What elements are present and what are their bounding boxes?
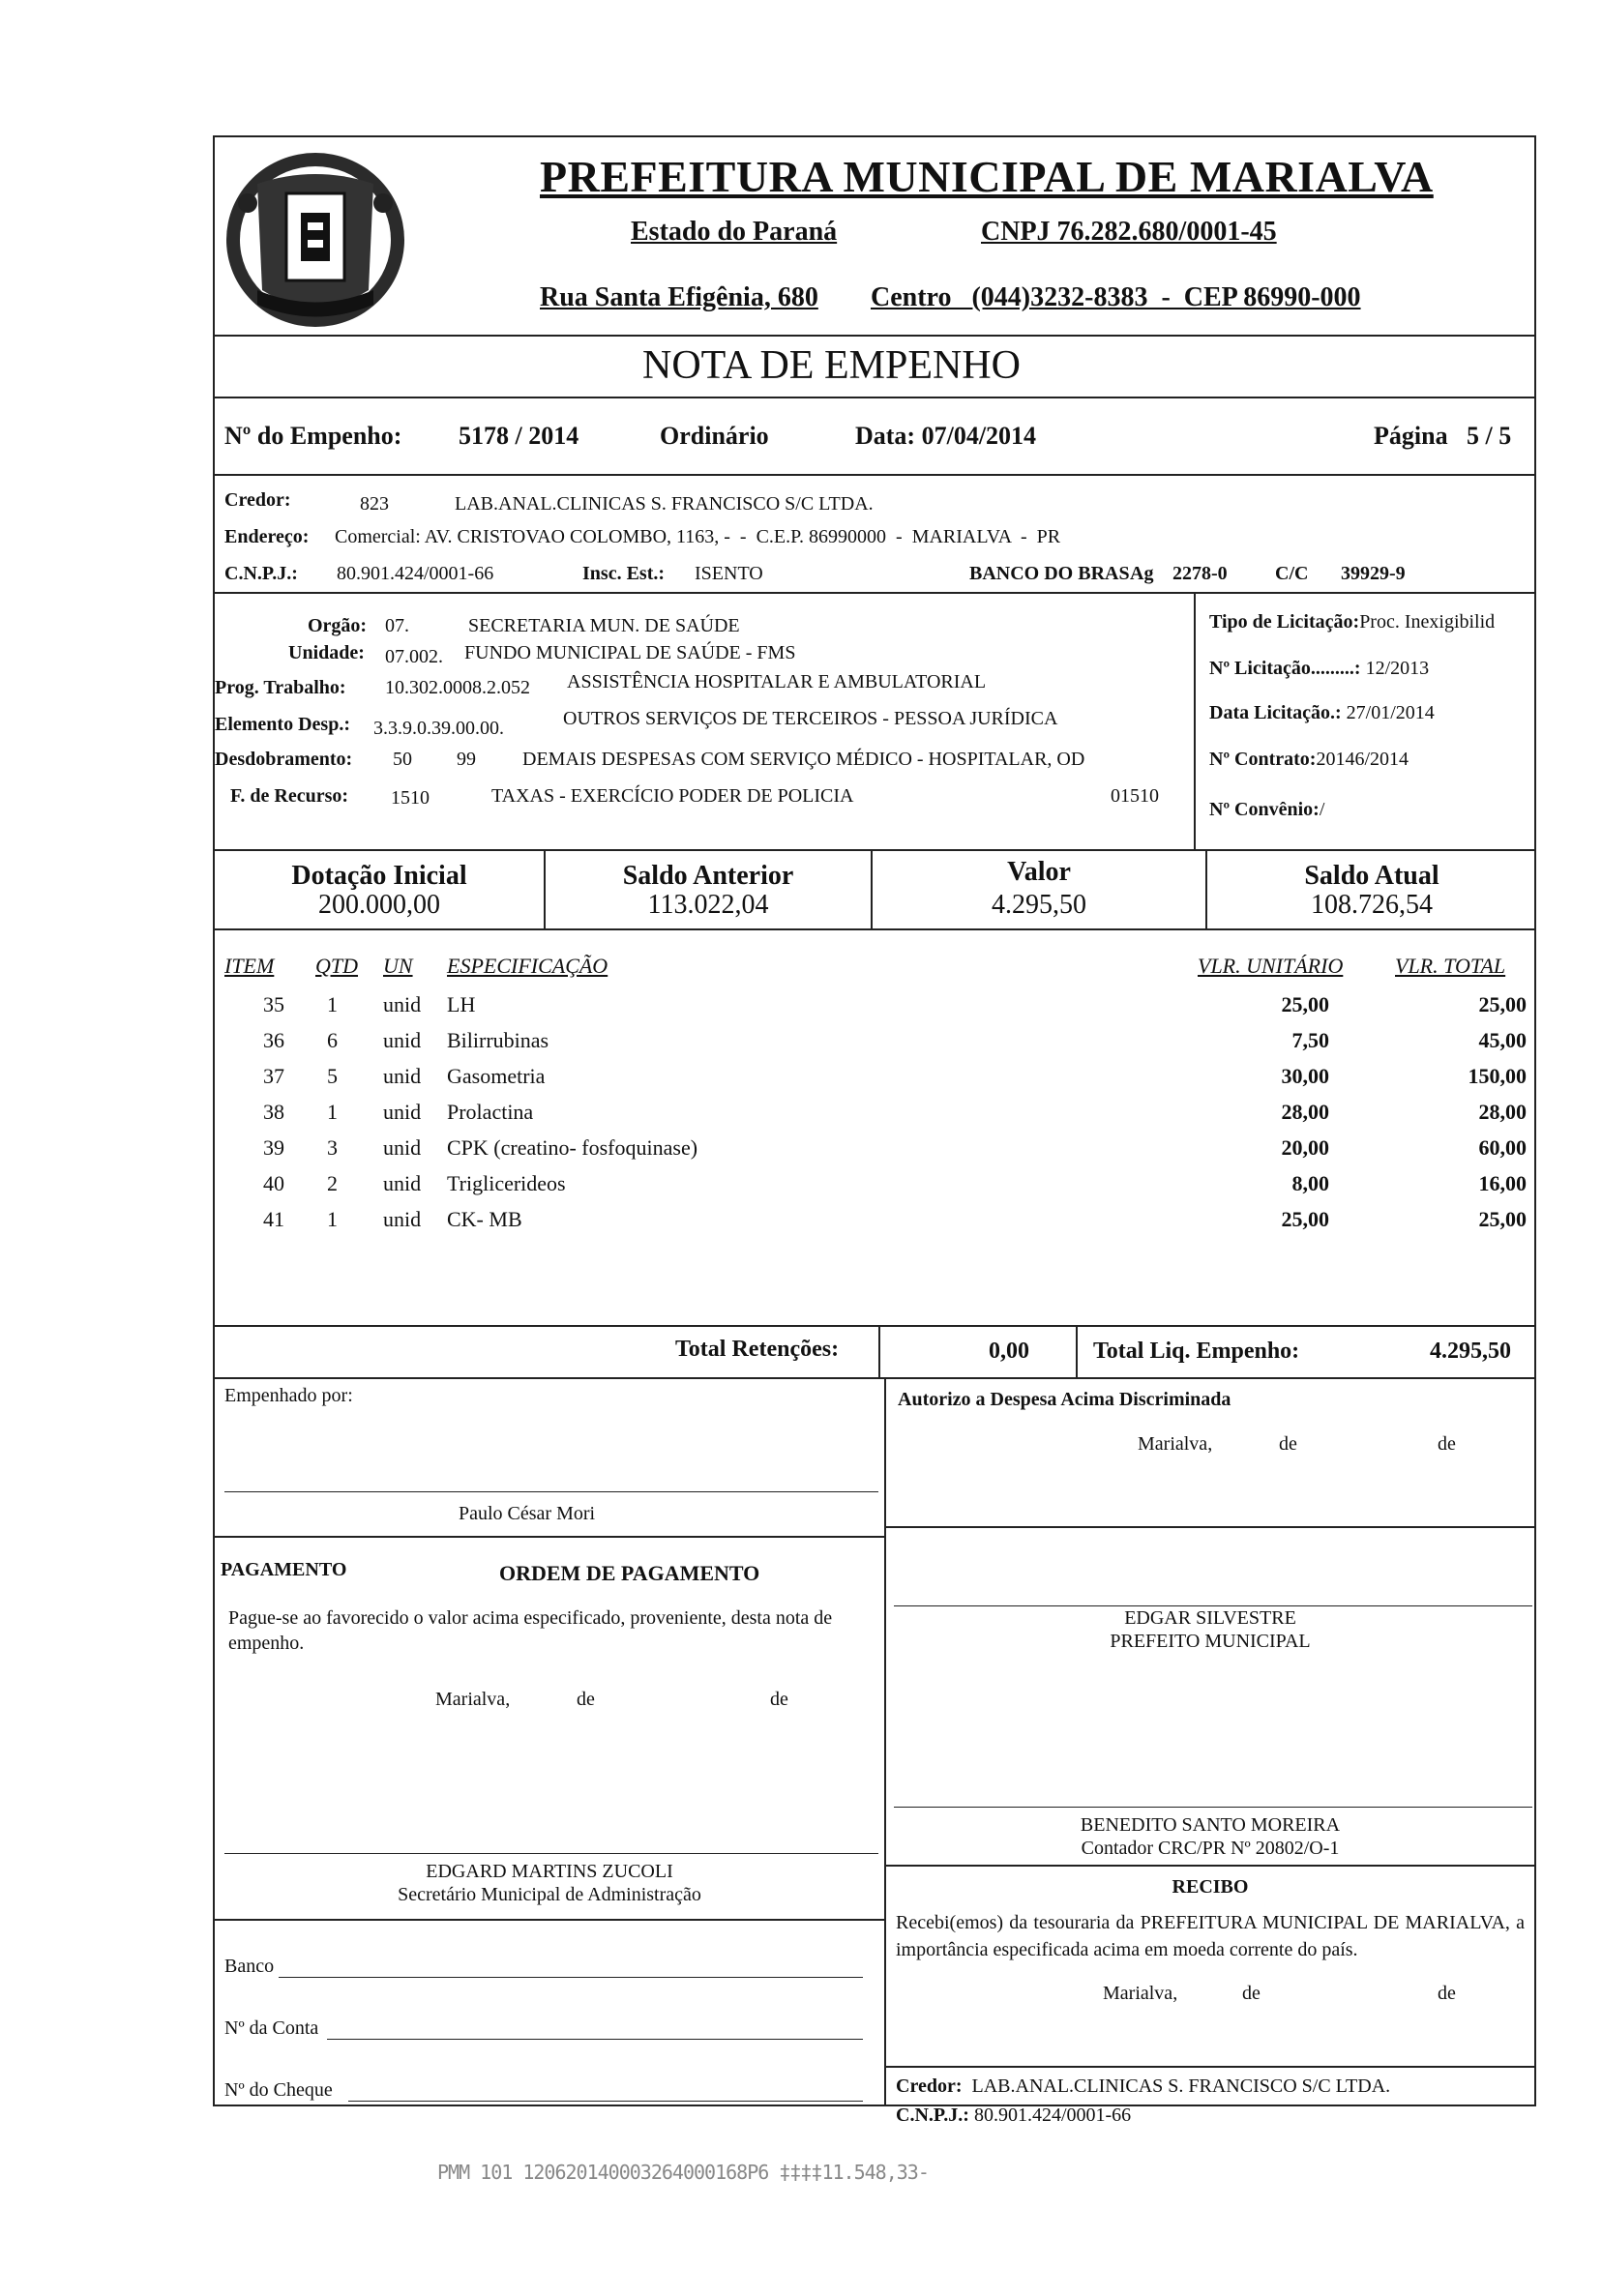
table-row xyxy=(213,1135,1536,1170)
divider xyxy=(213,1536,886,1538)
divider xyxy=(884,1377,886,2106)
licitacao-number xyxy=(1209,658,1429,680)
divider xyxy=(213,1919,886,1921)
credor-cnpj: 80.901.424/0001-66 xyxy=(337,563,494,584)
banco-label: Banco xyxy=(224,1956,275,1977)
licitacao-type xyxy=(1209,611,1495,633)
pagamento-city: Marialva, xyxy=(435,1689,511,1710)
municipal-crest-icon xyxy=(219,145,412,335)
saldo-anterior-label: Saldo Anterior xyxy=(622,861,794,891)
recurso-name: TAXAS - EXERCÍCIO PODER DE POLICIA xyxy=(491,785,854,807)
signature-line xyxy=(894,1605,1532,1606)
divider xyxy=(878,1325,880,1377)
item-unit-price: 25,00 xyxy=(1281,1207,1329,1231)
convenio-label: Nº Convênio: xyxy=(1209,799,1320,820)
address-label: Endereço: xyxy=(224,526,310,547)
prefeito-name: EDGAR SILVESTRE xyxy=(1124,1607,1296,1629)
credor-code: 823 xyxy=(360,493,389,515)
item-unit: unid xyxy=(383,1171,422,1195)
divider xyxy=(213,474,1536,476)
item-unit: unid xyxy=(383,992,422,1016)
item-spec: Triglicerideos xyxy=(447,1171,566,1195)
item-total: 60,00 xyxy=(1478,1135,1527,1160)
divider xyxy=(1194,592,1196,849)
empenhado-por-label: Empenhado por: xyxy=(224,1385,353,1406)
conta-label: Nº da Conta xyxy=(224,2017,319,2039)
credor-label: Credor: xyxy=(224,489,291,511)
empenho-number-label: Nº do Empenho: xyxy=(224,422,402,450)
elemento-label: Elemento Desp.: xyxy=(215,714,350,735)
contrato-label: Nº Contrato: xyxy=(1209,749,1317,770)
divider xyxy=(1076,1325,1078,1377)
empenho-number: 5178 / 2014 xyxy=(459,422,579,450)
empenho-type: Ordinário xyxy=(660,422,769,450)
prog-label: Prog. Trabalho: xyxy=(215,677,346,698)
convenio-value: / xyxy=(1319,799,1325,820)
item-total: 150,00 xyxy=(1468,1064,1527,1088)
page-number: 5 / 5 xyxy=(1467,422,1512,450)
contrato xyxy=(1209,749,1409,771)
prog-name: ASSISTÊNCIA HOSPITALAR E AMBULATORIAL xyxy=(567,671,987,692)
pague-se-text: Pague-se ao favorecido o valor acima especificado, proveniente, desta nota de empenho. xyxy=(228,1607,833,1654)
col-un-header: UN xyxy=(383,954,413,978)
orgao-name: SECRETARIA MUN. DE SAÚDE xyxy=(468,615,740,636)
dotacao-label: Dotação Inicial xyxy=(291,861,467,891)
desdobramento-name: DEMAIS DESPESAS COM SERVIÇO MÉDICO - HOSPITALAR, OD xyxy=(522,749,1085,770)
col-espec-header: ESPECIFICAÇÃO xyxy=(447,954,608,978)
item-unit-price: 28,00 xyxy=(1281,1100,1329,1124)
state-label: Estado do Paraná xyxy=(631,217,838,247)
desdobramento-code1: 50 xyxy=(393,749,412,770)
recibo-cnpj xyxy=(896,2105,1131,2127)
licitacao-number-value: 12/2013 xyxy=(1365,658,1430,679)
licitacao-date xyxy=(1209,702,1435,724)
item-qty: 6 xyxy=(327,1028,338,1052)
divider xyxy=(213,335,1536,337)
item-total: 25,00 xyxy=(1478,992,1527,1016)
footer-stamp: PMM 101 120620140003264000168P6 ‡‡‡‡11.548,33- xyxy=(437,2161,929,2184)
table-row xyxy=(213,1171,1536,1206)
divider xyxy=(884,1865,1536,1867)
retencoes-value: 0,00 xyxy=(989,1339,1029,1364)
recurso-code: 1510 xyxy=(391,787,430,809)
cheque-label: Nº do Cheque xyxy=(224,2079,333,2101)
recibo-de-2: de xyxy=(1438,1983,1456,2004)
item-spec: Prolactina xyxy=(447,1100,534,1124)
divider xyxy=(884,2066,1536,2068)
address-header: Rua Santa Efigênia, 680 xyxy=(540,282,818,312)
valor-label: Valor xyxy=(1007,857,1071,887)
page-label: Página xyxy=(1374,422,1448,450)
item-unit-price: 7,50 xyxy=(1291,1028,1329,1052)
signature-line xyxy=(224,1491,878,1492)
licitacao-number-label: Nº Licitação.........: xyxy=(1209,658,1361,679)
table-row xyxy=(213,992,1536,1027)
item-qty: 5 xyxy=(327,1064,338,1088)
contrato-value: 20146/2014 xyxy=(1316,749,1409,770)
item-qty: 2 xyxy=(327,1171,338,1195)
item-qty: 1 xyxy=(327,1100,338,1124)
recibo-text: Recebi(emos) da tesouraria da PREFEITURA MUNICIPAL DE MARIALVA, a importância especificada acima em moeda corrente do país. xyxy=(896,1912,1525,1960)
unidade-label: Unidade: xyxy=(288,642,365,663)
divider xyxy=(213,1325,1536,1327)
item-unit: unid xyxy=(383,1207,422,1231)
desdobramento-label: Desdobramento: xyxy=(215,749,353,770)
insc-value: ISENTO xyxy=(695,563,763,584)
pagamento-de-1: de xyxy=(577,1689,595,1710)
cheque-field[interactable] xyxy=(348,2101,863,2102)
unidade-code: 07.002. xyxy=(385,646,443,667)
licitacao-type-value: Proc. Inexigibilid xyxy=(1359,611,1496,633)
item-qty: 1 xyxy=(327,992,338,1016)
divider xyxy=(213,928,1536,930)
secretario-name: EDGARD MARTINS ZUCOLI xyxy=(426,1861,673,1882)
item-spec: CPK (creatino- fosfoquinase) xyxy=(447,1135,698,1160)
contador-title: Contador CRC/PR Nº 20802/O-1 xyxy=(1081,1838,1340,1859)
item-unit: unid xyxy=(383,1135,422,1160)
item-spec: CK- MB xyxy=(447,1207,522,1231)
item-number: 37 xyxy=(263,1064,284,1088)
account-number: 39929-9 xyxy=(1341,563,1406,584)
item-unit: unid xyxy=(383,1064,422,1088)
autorizo-de-1: de xyxy=(1279,1433,1297,1455)
item-total: 25,00 xyxy=(1478,1207,1527,1231)
banco-field[interactable] xyxy=(279,1977,863,1978)
item-total: 45,00 xyxy=(1478,1028,1527,1052)
document-title: NOTA DE EMPENHO xyxy=(642,343,1021,388)
pagamento-de-2: de xyxy=(770,1689,788,1710)
retencoes-label: Total Retenções: xyxy=(675,1337,840,1362)
divider xyxy=(213,1377,1536,1379)
agency-label: Ag xyxy=(1130,563,1154,584)
saldo-atual-label: Saldo Atual xyxy=(1304,861,1439,891)
signature-line xyxy=(894,1807,1532,1808)
recibo-cnpj-label: C.N.P.J.: xyxy=(896,2105,969,2126)
saldo-anterior-value: 113.022,04 xyxy=(647,890,769,920)
recibo-credor-label: Credor: xyxy=(896,2075,963,2097)
recibo-credor xyxy=(896,2075,1390,2098)
item-unit-price: 20,00 xyxy=(1281,1135,1329,1160)
licitacao-type-label: Tipo de Licitação: xyxy=(1209,611,1360,633)
insc-label: Insc. Est.: xyxy=(582,563,666,584)
col-total-header: VLR. TOTAL xyxy=(1395,954,1506,978)
unidade-name: FUNDO MUNICIPAL DE SAÚDE - FMS xyxy=(464,642,796,663)
table-row xyxy=(213,1028,1536,1063)
autorizo-label: Autorizo a Despesa Acima Discriminada xyxy=(898,1389,1231,1410)
valor-value: 4.295,50 xyxy=(992,890,1086,920)
credor-name: LAB.ANAL.CLINICAS S. FRANCISCO S/C LTDA. xyxy=(455,493,874,515)
contador-name: BENEDITO SANTO MOREIRA xyxy=(1080,1814,1341,1836)
item-total: 16,00 xyxy=(1478,1171,1527,1195)
empenhado-por-name: Paulo César Mori xyxy=(459,1503,596,1524)
item-qty: 3 xyxy=(327,1135,338,1160)
divider xyxy=(884,1526,1536,1528)
recibo-cnpj-value: 80.901.424/0001-66 xyxy=(973,2105,1132,2126)
recurso-code2: 01510 xyxy=(1111,785,1159,807)
orgao-label: Orgão: xyxy=(308,615,368,636)
recurso-label: F. de Recurso: xyxy=(230,785,349,807)
item-number: 41 xyxy=(263,1207,284,1231)
licitacao-date-label: Data Licitação.: xyxy=(1209,702,1342,723)
prog-code: 10.302.0008.2.052 xyxy=(385,677,530,698)
item-number: 38 xyxy=(263,1100,284,1124)
divider xyxy=(213,397,1536,398)
item-unit: unid xyxy=(383,1100,422,1124)
col-item-header: ITEM xyxy=(224,954,275,978)
prefeito-title: PREFEITO MUNICIPAL xyxy=(1110,1631,1311,1652)
cnpj-label: C.N.P.J.: xyxy=(224,563,298,584)
item-number: 35 xyxy=(263,992,284,1016)
item-spec: LH xyxy=(447,992,476,1016)
item-unit: unid xyxy=(383,1028,422,1052)
district-phone-cep: Centro (044)3232-8383 - CEP 86990-000 xyxy=(871,282,1361,312)
item-number: 39 xyxy=(263,1135,284,1160)
dotacao-value: 200.000,00 xyxy=(318,890,440,920)
col-unit-header: VLR. UNITÁRIO xyxy=(1198,954,1344,978)
desdobramento-code2: 99 xyxy=(457,749,476,770)
signature-line xyxy=(224,1853,878,1854)
recibo-de-1: de xyxy=(1242,1983,1261,2004)
municipality-title: PREFEITURA MUNICIPAL DE MARIALVA xyxy=(540,152,1434,201)
item-number: 40 xyxy=(263,1171,284,1195)
orgao-code: 07. xyxy=(385,615,409,636)
recibo-city: Marialva, xyxy=(1103,1983,1178,2004)
item-qty: 1 xyxy=(327,1207,338,1231)
divider xyxy=(213,592,1536,594)
item-total: 28,00 xyxy=(1478,1100,1527,1124)
item-spec: Bilirrubinas xyxy=(447,1028,549,1052)
account-label: C/C xyxy=(1275,563,1309,584)
cnpj-header: CNPJ 76.282.680/0001-45 xyxy=(981,217,1277,247)
item-unit-price: 25,00 xyxy=(1281,992,1329,1016)
convenio xyxy=(1209,799,1324,821)
table-row xyxy=(213,1207,1536,1242)
autorizo-de-2: de xyxy=(1438,1433,1456,1455)
table-row xyxy=(213,1064,1536,1099)
item-unit-price: 30,00 xyxy=(1281,1064,1329,1088)
item-number: 36 xyxy=(263,1028,284,1052)
col-qtd-header: QTD xyxy=(315,954,359,978)
credor-address: Comercial: AV. CRISTOVAO COLOMBO, 1163, - - C.E.P. 86990000 - MARIALVA - PR xyxy=(335,526,1061,547)
ordem-pagamento-label: ORDEM DE PAGAMENTO xyxy=(499,1561,760,1585)
secretario-title: Secretário Municipal de Administração xyxy=(398,1884,701,1905)
autorizo-city: Marialva, xyxy=(1138,1433,1213,1455)
recibo-title: RECIBO xyxy=(1172,1876,1249,1898)
bank-name: BANCO DO BRAS xyxy=(969,563,1130,584)
conta-field[interactable] xyxy=(327,2039,863,2040)
recibo-credor-name: LAB.ANAL.CLINICAS S. FRANCISCO S/C LTDA. xyxy=(971,2075,1391,2097)
agency-number: 2278-0 xyxy=(1172,563,1228,584)
liquido-value: 4.295,50 xyxy=(1430,1339,1511,1364)
table-row xyxy=(213,1100,1536,1134)
pagamento-label: PAGAMENTO xyxy=(221,1559,347,1580)
item-unit-price: 8,00 xyxy=(1291,1171,1329,1195)
saldo-atual-value: 108.726,54 xyxy=(1311,890,1433,920)
empenho-date: Data: 07/04/2014 xyxy=(855,422,1037,450)
licitacao-date-value: 27/01/2014 xyxy=(1346,702,1435,723)
elemento-name: OUTROS SERVIÇOS DE TERCEIROS - PESSOA JURÍDICA xyxy=(563,708,1058,729)
liquido-label: Total Liq. Empenho: xyxy=(1093,1339,1300,1364)
elemento-code: 3.3.9.0.39.00.00. xyxy=(373,718,504,739)
divider xyxy=(213,849,1536,851)
item-spec: Gasometria xyxy=(447,1064,546,1088)
